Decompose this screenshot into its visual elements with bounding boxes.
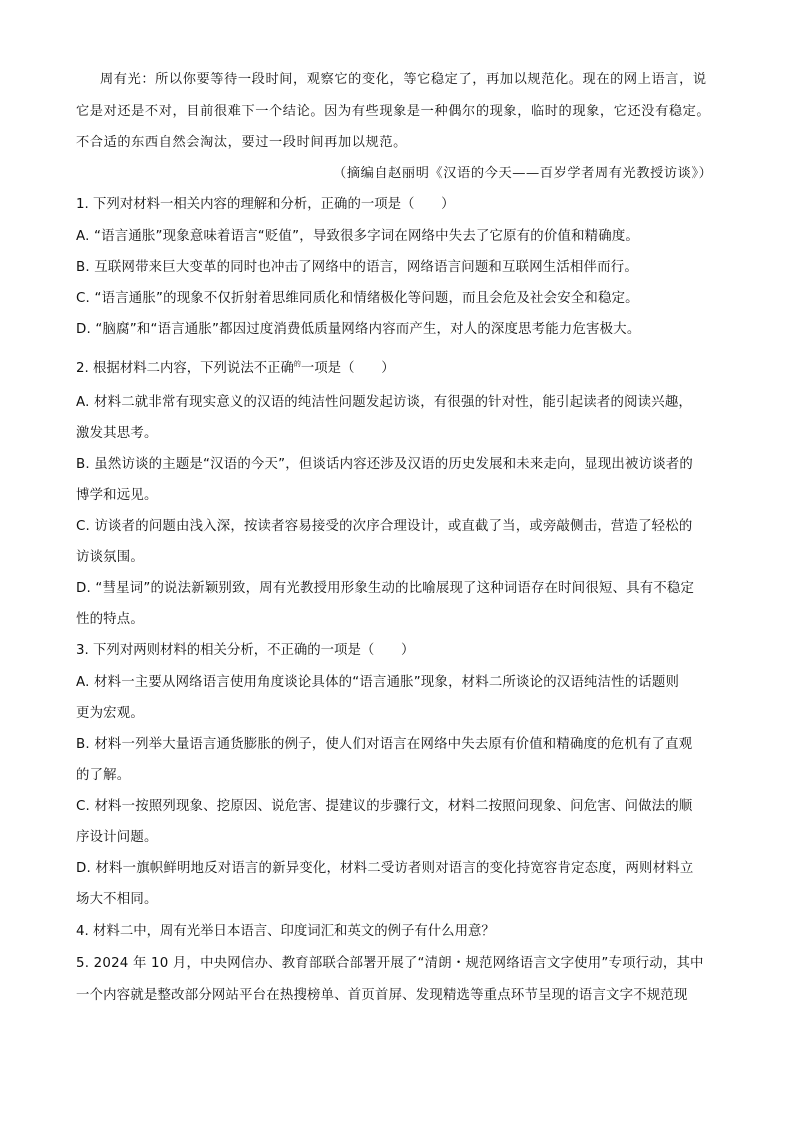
question-5-line-2: 一个内容就是整改部分网站平台在热搜榜单、首页首屏、发现精选等重点环节呈现的语言文字不规范现 (76, 988, 688, 1003)
question-3-option-d-line-2: 场大不相同。 (76, 892, 158, 907)
question-3-option-c-line-1: C. 材料一按照列现象、挖原因、说危害、提建议的步骤行文，材料二按照问现象、问危害、问做法的顺 (76, 799, 693, 814)
question-3-option-a-line-2: 更为宏观。 (76, 706, 144, 721)
question-1-stem: 1. 下列对材料一相关内容的理解和分析，正确的一项是（ ） (76, 197, 455, 212)
interview-line-1: 周有光：所以你要等待一段时间，观察它的变化，等它稳定了，再加以规范化。现在的网上语言，说 (100, 72, 707, 87)
question-5-line-1: 5. 2024 年 10 月，中央网信办、教育部联合部署开展了“清朗・规范网络语言文字使用”专项行动，其中 (76, 956, 704, 971)
question-3-stem: 3. 下列对两则材料的相关分析，不正确的一项是（ ） (76, 643, 415, 658)
question-2-stem-mark: 的 (293, 360, 301, 368)
question-2-option-c-line-2: 访谈氛围。 (76, 550, 144, 565)
question-2-option-a-line-2: 激发其思考。 (76, 426, 158, 441)
question-4-stem: 4. 材料二中，周有光举日本语言、印度词汇和英文的例子有什么用意？ (76, 924, 495, 939)
interview-source: （摘编自赵丽明《汉语的今天——百岁学者周有光教授访谈》） (333, 166, 713, 181)
question-2-option-b-line-1: B. 虽然访谈的主题是“汉语的今天”，但谈话内容还涉及汉语的历史发展和未来走向，显现出被访谈者的 (76, 457, 693, 472)
question-2-option-a-line-1: A. 材料二就非常有现实意义的汉语的纯洁性问题发起访谈，有很强的针对性，能引起读者的阅读兴趣， (76, 395, 693, 410)
question-1-option-a: A. “语言通胀”现象意味着语言“贬值”，导致很多字词在网络中失去了它原有的价值和精确度。 (76, 229, 640, 244)
question-2-stem-before: 2. 根据材料二内容，下列说法不正确 (76, 361, 294, 376)
question-2-option-d-line-2: 性的特点。 (76, 612, 144, 627)
question-1-option-c: C. “语言通胀”的现象不仅折射着思维同质化和情绪极化等问题，而且会危及社会安全和稳定。 (76, 291, 639, 306)
question-2-stem (76, 357, 395, 376)
question-2-option-c-line-1: C. 访谈者的问题由浅入深，按读者容易接受的次序合理设计，或直截了当，或旁敲侧击，营造了轻松的 (76, 519, 693, 534)
question-2-option-d-line-1: D. “彗星词”的说法新颖别致，周有光教授用形象生动的比喻展现了这种词语存在时间很短、具有不稳定 (76, 581, 695, 596)
question-1-option-d: D. “脑腐”和“语言通胀”都因过度消费低质量网络内容而产生，对人的深度思考能力危害极大。 (76, 322, 641, 337)
question-1-option-b: B. 互联网带来巨大变革的同时也冲击了网络中的语言，网络语言问题和互联网生活相伴而行。 (76, 260, 638, 275)
question-3-option-b-line-1: B. 材料一列举大量语言通货膨胀的例子，使人们对语言在网络中失去原有价值和精确度的危机有了直观 (76, 737, 693, 752)
question-3-option-a-line-1: A. 材料一主要从网络语言使用角度谈论具体的“语言通胀”现象，材料二所谈论的汉语纯洁性的话题则 (76, 675, 680, 690)
question-2-stem-after: 一项是（ ） (300, 361, 395, 376)
question-2-option-b-line-2: 博学和远见。 (76, 488, 158, 503)
question-3-option-b-line-2: 的了解。 (76, 768, 131, 783)
question-3-option-c-line-2: 序设计问题。 (76, 830, 158, 845)
interview-line-2: 它是对还是不对，目前很难下一个结论。因为有些现象是一种偶尔的现象，临时的现象，它还没有稳定。 (76, 104, 711, 119)
interview-line-3: 不合适的东西自然会淘汰，要过一段时间再加以规范。 (76, 135, 407, 150)
question-3-option-d-line-1: D. 材料一旗帜鲜明地反对语言的新异变化，材料二受访者则对语言的变化持宽容肯定态度，两则材料立 (76, 861, 694, 876)
